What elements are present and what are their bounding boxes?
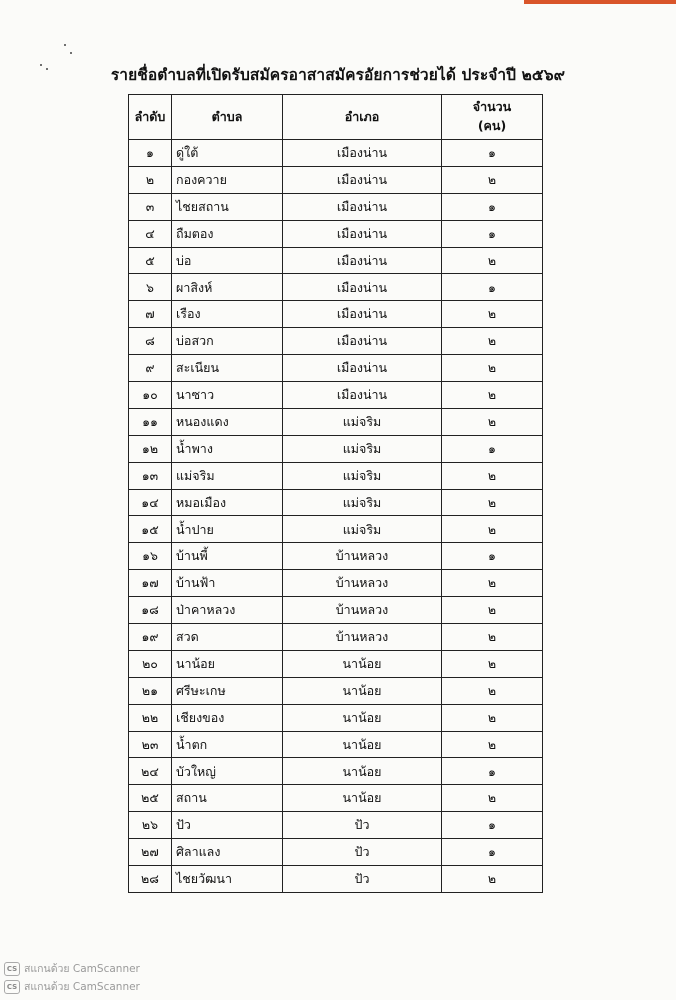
table-body — [129, 140, 543, 893]
table-row — [129, 435, 543, 462]
watermark-text: สแกนด้วย CamScanner — [24, 981, 140, 993]
row-district: นาน้อย — [283, 677, 442, 704]
table-row — [129, 785, 543, 812]
row-number: ๒๔ — [129, 758, 172, 785]
camscanner-logo-icon: CS — [4, 980, 20, 994]
table-row — [129, 516, 543, 543]
header-count — [442, 95, 543, 140]
row-count: ๑ — [442, 435, 543, 462]
table-row — [129, 731, 543, 758]
row-number: ๑ — [129, 140, 172, 167]
row-subdistrict: ผาสิงห์ — [172, 274, 283, 301]
row-count: ๒ — [442, 166, 543, 193]
table-row — [129, 328, 543, 355]
table-row — [129, 597, 543, 624]
row-subdistrict: หมอเมือง — [172, 489, 283, 516]
row-number: ๑๐ — [129, 382, 172, 409]
row-number: ๔ — [129, 220, 172, 247]
row-number: ๒๓ — [129, 731, 172, 758]
row-count: ๑ — [442, 812, 543, 839]
row-district: เมืองน่าน — [283, 140, 442, 167]
row-district: เมืองน่าน — [283, 382, 442, 409]
table-row — [129, 866, 543, 893]
row-number: ๗ — [129, 301, 172, 328]
document-title: รายชื่อตำบลที่เปิดรับสมัครอาสาสมัครอัยการช่วยได้ ประจำปี ๒๕๖๙ — [110, 66, 566, 84]
row-number: ๒๕ — [129, 785, 172, 812]
row-district: นาน้อย — [283, 785, 442, 812]
row-number: ๑๓ — [129, 462, 172, 489]
row-subdistrict: นาน้อย — [172, 650, 283, 677]
table-row — [129, 462, 543, 489]
row-count: ๑ — [442, 140, 543, 167]
row-subdistrict: ไชยวัฒนา — [172, 866, 283, 893]
row-district: บ้านหลวง — [283, 624, 442, 651]
row-district: เมืองน่าน — [283, 274, 442, 301]
header-count-unit: (คน) — [477, 118, 507, 133]
row-number: ๑๗ — [129, 570, 172, 597]
subdistrict-table — [128, 94, 543, 893]
row-subdistrict: สวด — [172, 624, 283, 651]
table-row — [129, 624, 543, 651]
table-row — [129, 408, 543, 435]
row-number: ๒๑ — [129, 677, 172, 704]
row-number: ๑๔ — [129, 489, 172, 516]
table-header-row — [129, 95, 543, 140]
row-number: ๕ — [129, 247, 172, 274]
row-subdistrict: น้ำพาง — [172, 435, 283, 462]
row-number: ๑๕ — [129, 516, 172, 543]
row-subdistrict: เชียงของ — [172, 704, 283, 731]
camscanner-watermark-2 — [4, 978, 140, 995]
table-row — [129, 677, 543, 704]
row-number: ๒๘ — [129, 866, 172, 893]
row-district: เมืองน่าน — [283, 247, 442, 274]
row-number: ๑๘ — [129, 597, 172, 624]
header-district: อำเภอ — [283, 95, 442, 140]
row-number: ๒๒ — [129, 704, 172, 731]
row-number: ๘ — [129, 328, 172, 355]
row-count: ๒ — [442, 328, 543, 355]
row-district: แม่จริม — [283, 489, 442, 516]
row-number: ๒ — [129, 166, 172, 193]
table-row — [129, 355, 543, 382]
row-district: เมืองน่าน — [283, 220, 442, 247]
row-district: แม่จริม — [283, 516, 442, 543]
row-district: บ้านหลวง — [283, 570, 442, 597]
table-row — [129, 301, 543, 328]
table-row — [129, 166, 543, 193]
row-district: ปัว — [283, 866, 442, 893]
row-district: นาน้อย — [283, 650, 442, 677]
row-count: ๒ — [442, 866, 543, 893]
camscanner-watermark-1 — [4, 960, 140, 977]
table-row — [129, 543, 543, 570]
row-subdistrict: บ้านพี้ — [172, 543, 283, 570]
row-subdistrict: นาซาว — [172, 382, 283, 409]
row-count: ๑ — [442, 543, 543, 570]
table-row — [129, 193, 543, 220]
row-subdistrict: สะเนียน — [172, 355, 283, 382]
row-subdistrict: สถาน — [172, 785, 283, 812]
row-count: ๒ — [442, 785, 543, 812]
row-district: ปัว — [283, 812, 442, 839]
table-row — [129, 274, 543, 301]
camscanner-logo-icon: CS — [4, 962, 20, 976]
row-subdistrict: ศิลาแลง — [172, 839, 283, 866]
row-subdistrict: ถืมตอง — [172, 220, 283, 247]
table-row — [129, 650, 543, 677]
row-count: ๒ — [442, 301, 543, 328]
row-count: ๑ — [442, 193, 543, 220]
row-district: นาน้อย — [283, 704, 442, 731]
row-subdistrict: บ้านฟ้า — [172, 570, 283, 597]
table-row — [129, 570, 543, 597]
row-number: ๓ — [129, 193, 172, 220]
header-subdistrict: ตำบล — [172, 95, 283, 140]
row-count: ๑ — [442, 758, 543, 785]
row-count: ๒ — [442, 624, 543, 651]
row-count: ๒ — [442, 516, 543, 543]
table-row — [129, 489, 543, 516]
row-district: นาน้อย — [283, 758, 442, 785]
table-row — [129, 839, 543, 866]
row-subdistrict: บัวใหญ่ — [172, 758, 283, 785]
row-subdistrict: ดู่ใต้ — [172, 140, 283, 167]
row-district: แม่จริม — [283, 435, 442, 462]
row-district: เมืองน่าน — [283, 193, 442, 220]
row-subdistrict: กองควาย — [172, 166, 283, 193]
row-count: ๒ — [442, 247, 543, 274]
row-number: ๖ — [129, 274, 172, 301]
row-count: ๒ — [442, 408, 543, 435]
row-count: ๑ — [442, 220, 543, 247]
row-district: บ้านหลวง — [283, 543, 442, 570]
row-district: เมืองน่าน — [283, 166, 442, 193]
row-count: ๒ — [442, 677, 543, 704]
header-number: ลำดับ — [129, 95, 172, 140]
row-district: ปัว — [283, 839, 442, 866]
table-row — [129, 220, 543, 247]
row-count: ๑ — [442, 274, 543, 301]
row-subdistrict: น้ำปาย — [172, 516, 283, 543]
row-subdistrict: หนองแดง — [172, 408, 283, 435]
row-count: ๒ — [442, 462, 543, 489]
row-number: ๙ — [129, 355, 172, 382]
scanner-edge-stripe — [524, 0, 676, 4]
row-subdistrict: เรือง — [172, 301, 283, 328]
row-district: เมืองน่าน — [283, 328, 442, 355]
table-row — [129, 758, 543, 785]
table-row — [129, 247, 543, 274]
row-count: ๒ — [442, 489, 543, 516]
row-subdistrict: ป่าคาหลวง — [172, 597, 283, 624]
row-count: ๑ — [442, 839, 543, 866]
row-number: ๑๖ — [129, 543, 172, 570]
row-count: ๒ — [442, 570, 543, 597]
table-row — [129, 140, 543, 167]
row-subdistrict: ไชยสถาน — [172, 193, 283, 220]
row-subdistrict: บ่อสวก — [172, 328, 283, 355]
row-subdistrict: น้ำตก — [172, 731, 283, 758]
row-count: ๒ — [442, 355, 543, 382]
row-district: เมืองน่าน — [283, 355, 442, 382]
row-number: ๒๗ — [129, 839, 172, 866]
row-district: แม่จริม — [283, 462, 442, 489]
row-count: ๒ — [442, 704, 543, 731]
row-count: ๒ — [442, 650, 543, 677]
header-count-label: จำนวน — [472, 99, 512, 115]
watermark-text: สแกนด้วย CamScanner — [24, 963, 140, 975]
table-row — [129, 812, 543, 839]
row-number: ๑๙ — [129, 624, 172, 651]
row-number: ๒๖ — [129, 812, 172, 839]
table-row — [129, 382, 543, 409]
row-district: นาน้อย — [283, 731, 442, 758]
table-row — [129, 704, 543, 731]
row-count: ๒ — [442, 597, 543, 624]
row-district: บ้านหลวง — [283, 597, 442, 624]
row-district: เมืองน่าน — [283, 301, 442, 328]
row-district: แม่จริม — [283, 408, 442, 435]
row-count: ๒ — [442, 731, 543, 758]
row-count: ๒ — [442, 382, 543, 409]
row-subdistrict: บ่อ — [172, 247, 283, 274]
row-subdistrict: แม่จริม — [172, 462, 283, 489]
row-number: ๑๑ — [129, 408, 172, 435]
row-subdistrict: ปัว — [172, 812, 283, 839]
row-subdistrict: ศรีษะเกษ — [172, 677, 283, 704]
row-number: ๒๐ — [129, 650, 172, 677]
row-number: ๑๒ — [129, 435, 172, 462]
